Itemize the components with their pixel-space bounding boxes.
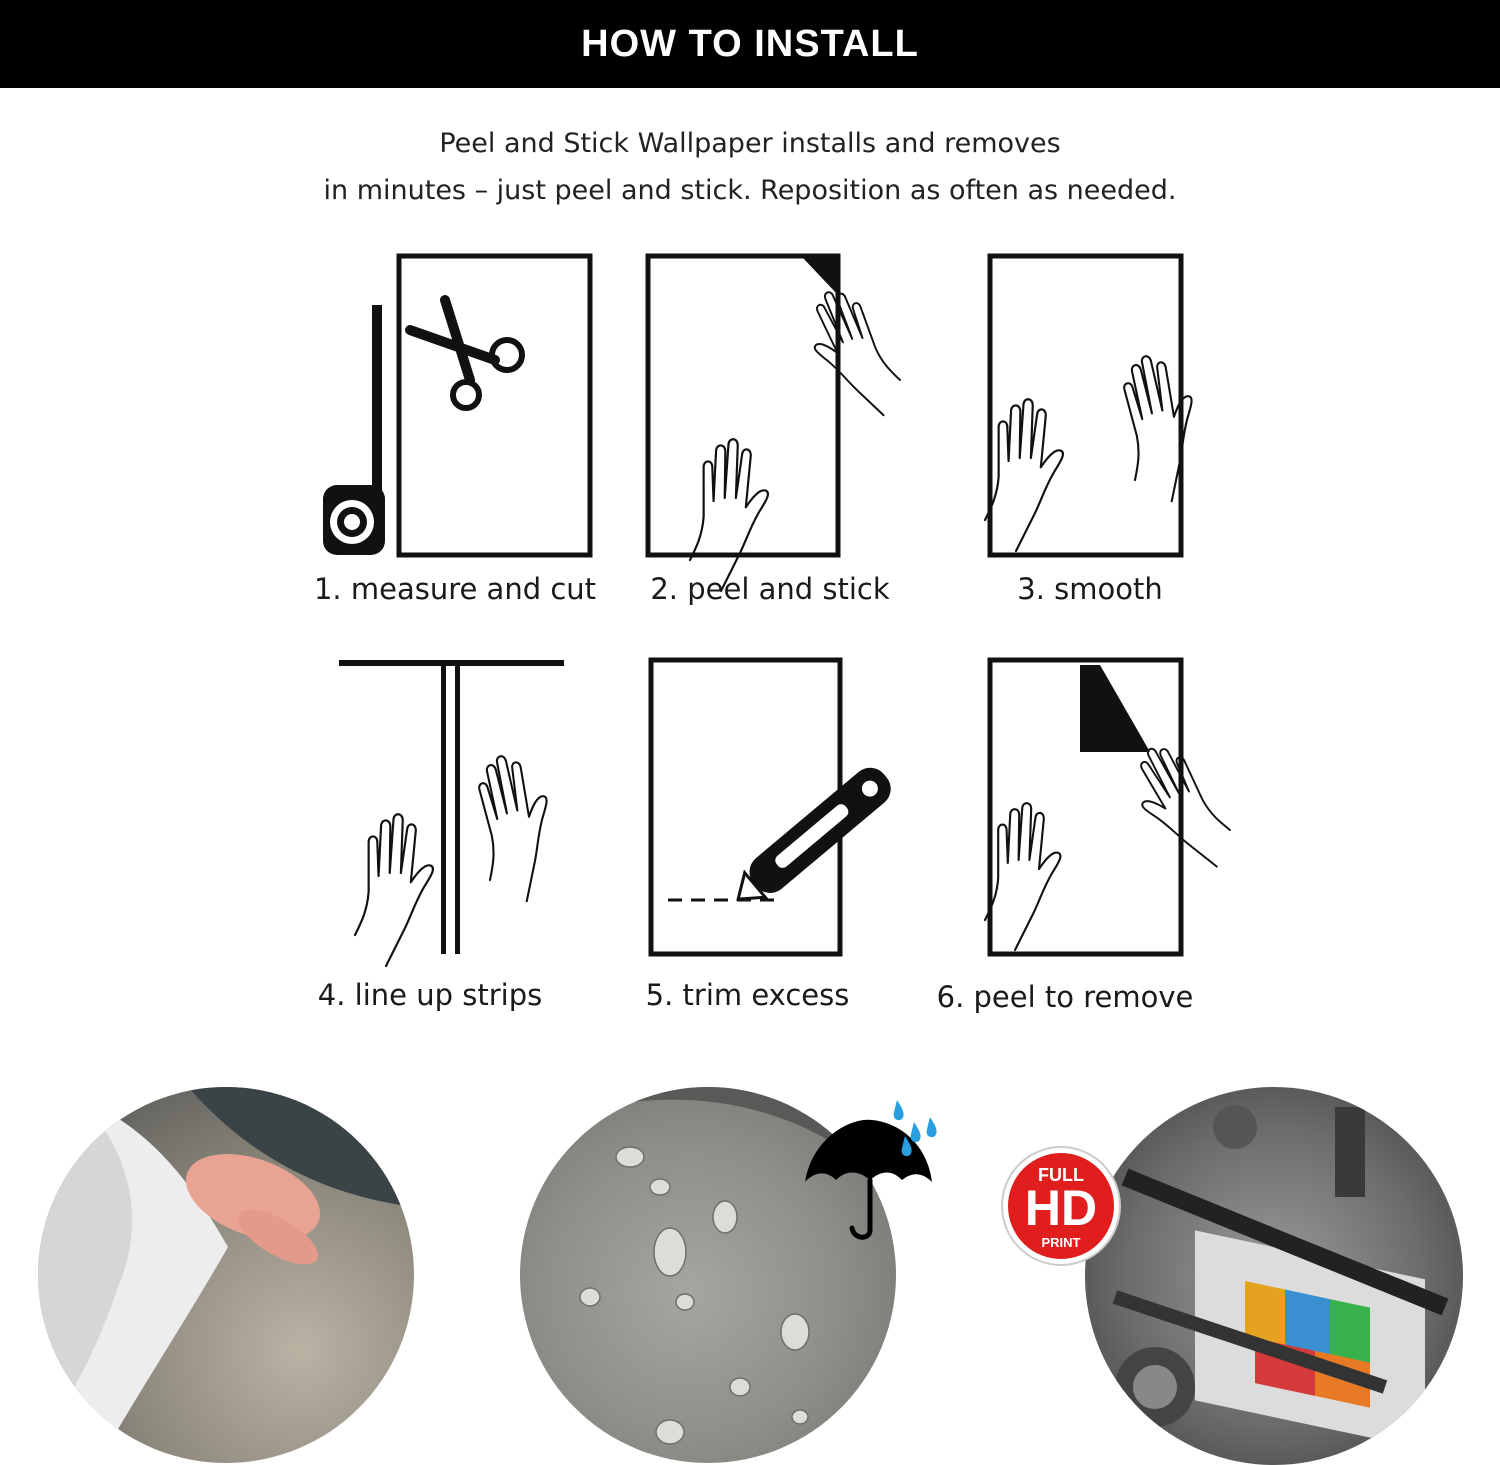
badge-line-3: PRINT xyxy=(1041,1235,1081,1250)
scissors-tape-measure-icon xyxy=(323,256,590,555)
peel-hand-icon xyxy=(648,256,909,591)
utility-knife-icon xyxy=(651,660,898,954)
step-label-2: 2. peel and stick xyxy=(650,572,890,606)
smooth-hands-icon xyxy=(985,256,1216,555)
line-up-hands-icon xyxy=(339,660,571,966)
umbrella-drops-icon xyxy=(802,1092,942,1242)
badge-line-2: HD xyxy=(1024,1180,1098,1236)
peel-remove-hand-icon xyxy=(985,660,1242,954)
printing-press-photo xyxy=(1085,1087,1463,1465)
intro-line-1: Peel and Stick Wallpaper installs and removes xyxy=(439,128,1061,159)
step-label-6: 6. peel to remove xyxy=(936,980,1194,1014)
badge-line-1: FULL xyxy=(1038,1165,1084,1185)
step-label-5: 5. trim excess xyxy=(645,978,850,1012)
page-title: HOW TO INSTALL xyxy=(581,22,919,65)
full-hd-print-badge xyxy=(1003,1148,1119,1264)
step-label-4: 4. line up strips xyxy=(317,978,543,1012)
intro-line-2: in minutes – just peel and stick. Reposition as often as needed. xyxy=(323,175,1177,206)
peeling-wallpaper-photo xyxy=(38,1087,414,1463)
step-label-3: 3. smooth xyxy=(1017,572,1163,606)
step-label-1: 1. measure and cut xyxy=(313,572,597,606)
